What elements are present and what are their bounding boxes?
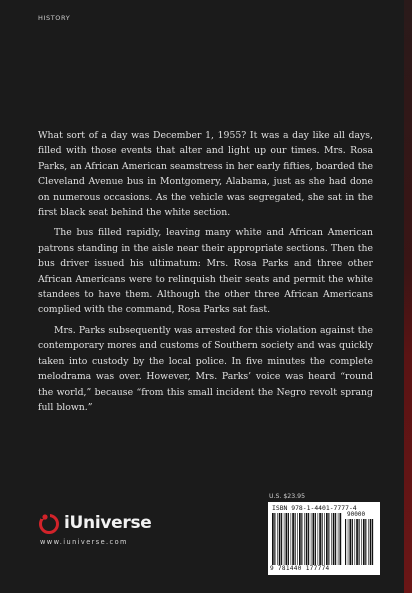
barcode-bar xyxy=(295,513,296,565)
barcode-bar xyxy=(349,519,351,565)
barcode-bar xyxy=(326,513,328,565)
iuniverse-logo-icon xyxy=(38,512,60,534)
barcode-bar xyxy=(277,513,278,565)
barcode-bar xyxy=(370,519,372,565)
barcode-bar xyxy=(352,519,353,565)
barcode-bar xyxy=(299,513,301,565)
barcode-bar xyxy=(297,513,298,565)
barcode-bar xyxy=(359,519,360,565)
barcode-bar xyxy=(319,513,321,565)
barcode-bar xyxy=(281,513,282,565)
barcode-bar xyxy=(356,519,358,565)
synopsis-paragraph-1: What sort of a day was December 1, 1955? It was a day like all days, filled with those events that alter and light up our times. Mrs. Rosa Parks, an African American seamstress in her early fifties, boarded the Cleveland Avenue bus in Montgomery, Alabama, just as she had done on numerous occasions. As the vehicle was segregated, she sat in the first black seat behind the white section. xyxy=(38,130,373,219)
barcode-bar xyxy=(306,513,308,565)
barcode-bar xyxy=(313,513,315,565)
barcode-addon-number: 90000 xyxy=(347,511,366,518)
barcode-bar xyxy=(331,513,332,565)
barcode-bar xyxy=(301,513,302,565)
barcode-bar xyxy=(333,513,335,565)
barcode-bar xyxy=(345,519,346,565)
synopsis-paragraph-2: The bus filled rapidly, leaving many white and African American patrons standing in the aisle near their appropriate sections. Then the bus driver issued his ultimatum: Mrs. Rosa Parks and three other African Americans were to relinquish their seats and permit the white standees to have them. Although the other three African Americans complied with the command, Rosa Parks sat fast. xyxy=(38,227,373,316)
publisher-logo xyxy=(38,512,152,548)
barcode-digits: 9 781440 177774 xyxy=(270,565,330,572)
barcode-bar xyxy=(363,519,365,565)
barcode-bar xyxy=(368,519,369,565)
barcode-addon-bars xyxy=(345,519,375,565)
publisher-url: www.iuniverse.com xyxy=(40,538,128,546)
barcode-bar xyxy=(335,513,336,565)
barcode-bar xyxy=(272,513,274,565)
barcode-bar xyxy=(361,519,362,565)
barcode-bar xyxy=(348,519,349,565)
barcode-bar xyxy=(322,513,323,565)
barcode-bar xyxy=(355,519,356,565)
barcode-bar xyxy=(304,513,305,565)
barcode-bar xyxy=(365,519,366,565)
barcode-bar xyxy=(324,513,325,565)
barcode-bar xyxy=(292,513,294,565)
barcode-bar xyxy=(338,513,339,565)
barcode-bar xyxy=(315,513,316,565)
barcode-bar xyxy=(340,513,342,565)
barcode-bar xyxy=(274,513,275,565)
barcode-bar xyxy=(318,513,319,565)
price-label: U.S. $23.95 xyxy=(269,493,306,500)
barcode-bar xyxy=(284,513,285,565)
synopsis-text xyxy=(38,128,373,420)
category-label: HISTORY xyxy=(38,14,71,22)
barcode-bar xyxy=(308,513,309,565)
barcode-bar xyxy=(372,519,373,565)
spine-edge xyxy=(404,0,412,593)
barcode-bar xyxy=(288,513,289,565)
barcode-bar xyxy=(291,513,292,565)
barcode-bar xyxy=(279,513,281,565)
publisher-name: iUniverse xyxy=(64,513,152,533)
barcode-bar xyxy=(311,513,312,565)
barcode-bar xyxy=(286,513,288,565)
isbn-number: ISBN 978-1-4401-7777-4 xyxy=(272,504,357,512)
synopsis-paragraph-3: Mrs. Parks subsequently was arrested for this violation against the contemporary mores and customs of Southern society and was quickly taken into custody by the local police. In five minutes the complete melodrama was over. However, Mrs. Parks’ voice was heard “round the world,” because “from this small incident the Negro revolt sprang full blown.” xyxy=(38,324,373,413)
barcode-bars xyxy=(272,513,342,565)
barcode-bar xyxy=(328,513,329,565)
isbn-barcode xyxy=(268,502,380,575)
